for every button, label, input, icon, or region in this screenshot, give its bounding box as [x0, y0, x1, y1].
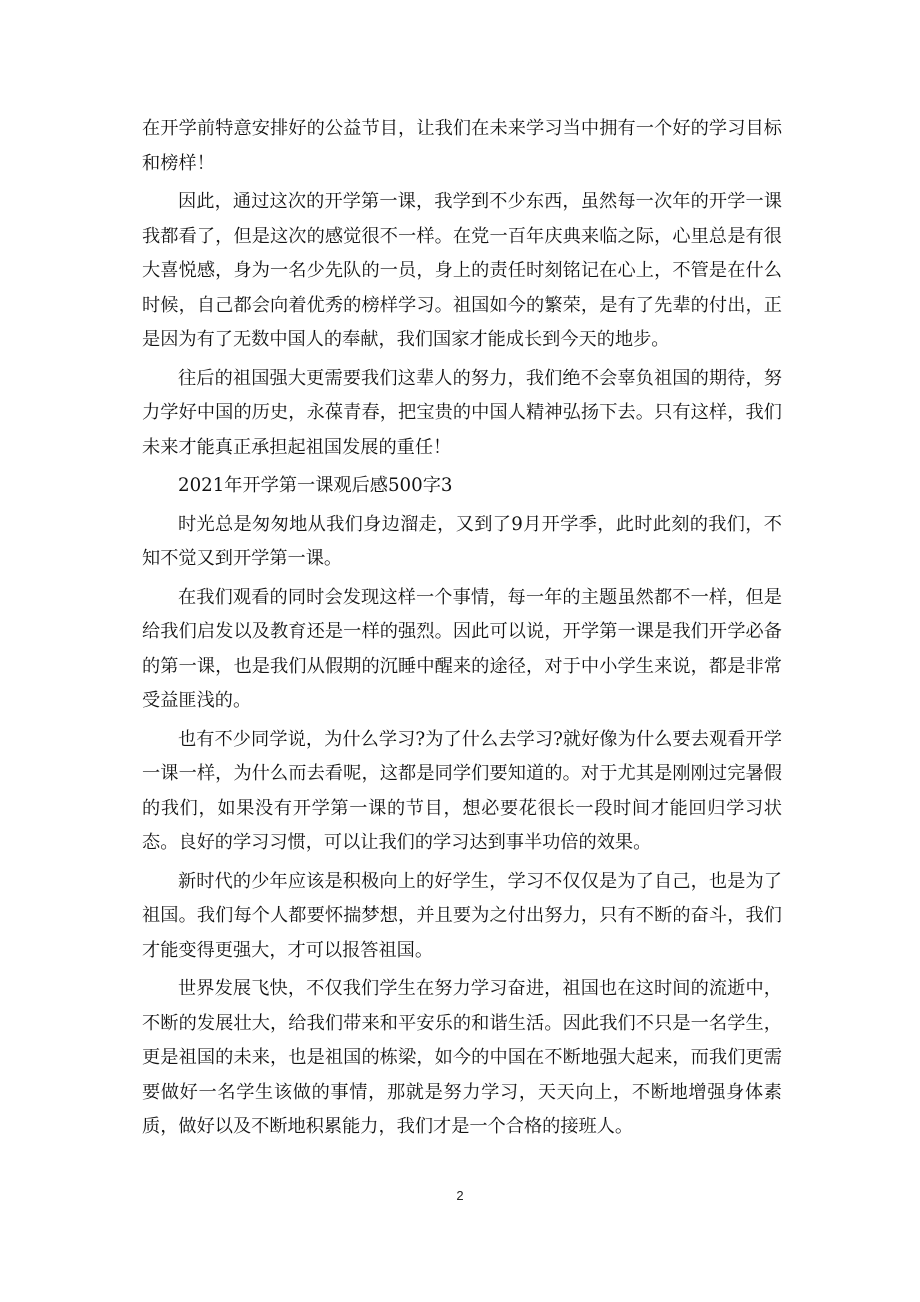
paragraph: 世界发展飞快，不仅我们学生在努力学习奋进，祖国也在这时间的流逝中，不断的发展壮大，给我们带来和平安乐的和谐生活。因此我们不只是一名学生，更是祖国的未来，也是祖国的栋梁，如今的中国在不断地强大起来，而我们更需要做好一名学生该做的事情，那就是努力学习，天天向上，不断地增强身体素质，做好以及不断地积累能力，我们才是一个合格的接班人。	[142, 978, 782, 1137]
paragraph: 时光总是匆匆地从我们身边溜走，又到了9月开学季，此时此刻的我们，不知不觉又到开学第一课。	[142, 513, 782, 569]
section-heading: 2021年开学第一课观后感500字3	[178, 475, 453, 496]
paragraph-continuation: 在开学前特意安排好的公益节目，让我们在未来学习当中拥有一个好的学习目标和榜样！	[142, 118, 782, 174]
paragraph: 因此，通过这次的开学第一课，我学到不少东西，虽然每一次年的开学一课我都看了，但是这次的感觉很不一样。在党一百年庆典来临之际，心里总是有很大喜悦感，身为一名少先队的一员，身上的责任时刻铭记在心上，不管是在什么时候，自己都会向着优秀的榜样学习。祖国如今的繁荣，是有了先辈的付出，正是因为有了无数中国人的奉献，我们国家才能成长到今天的地步。	[142, 191, 782, 350]
document-body	[142, 112, 782, 1149]
paragraph: 也有不少同学说，为什么学习?为了什么去学习?就好像为什么要去观看开学一课一样，为什么而去看呢，这都是同学们要知道的。对于尤其是刚刚过完暑假的我们，如果没有开学第一课的节目，想必要花很长一段时间才能回归学习状态。良好的学习习惯，可以让我们的学习达到事半功倍的效果。	[142, 728, 782, 853]
paragraph: 在我们观看的同时会发现这样一个事情，每一年的主题虽然都不一样，但是给我们启发以及教育还是一样的强烈。因此可以说，开学第一课是我们开学必备的第一课，也是我们从假期的沉睡中醒来的途径，对于中小学生来说，都是非常受益匪浅的。	[142, 586, 782, 711]
page-number: 2	[456, 1188, 464, 1203]
paragraph: 往后的祖国强大更需要我们这辈人的努力，我们绝不会辜负祖国的期待，努力学好中国的历史，永葆青春，把宝贵的中国人精神弘扬下去。只有这样，我们未来才能真正承担起祖国发展的重任！	[142, 367, 782, 458]
paragraph: 新时代的少年应该是积极向上的好学生，学习不仅仅是为了自己，也是为了祖国。我们每个人都要怀揣梦想，并且要为之付出努力，只有不断的奋斗，我们才能变得更强大，才可以报答祖国。	[142, 870, 782, 961]
